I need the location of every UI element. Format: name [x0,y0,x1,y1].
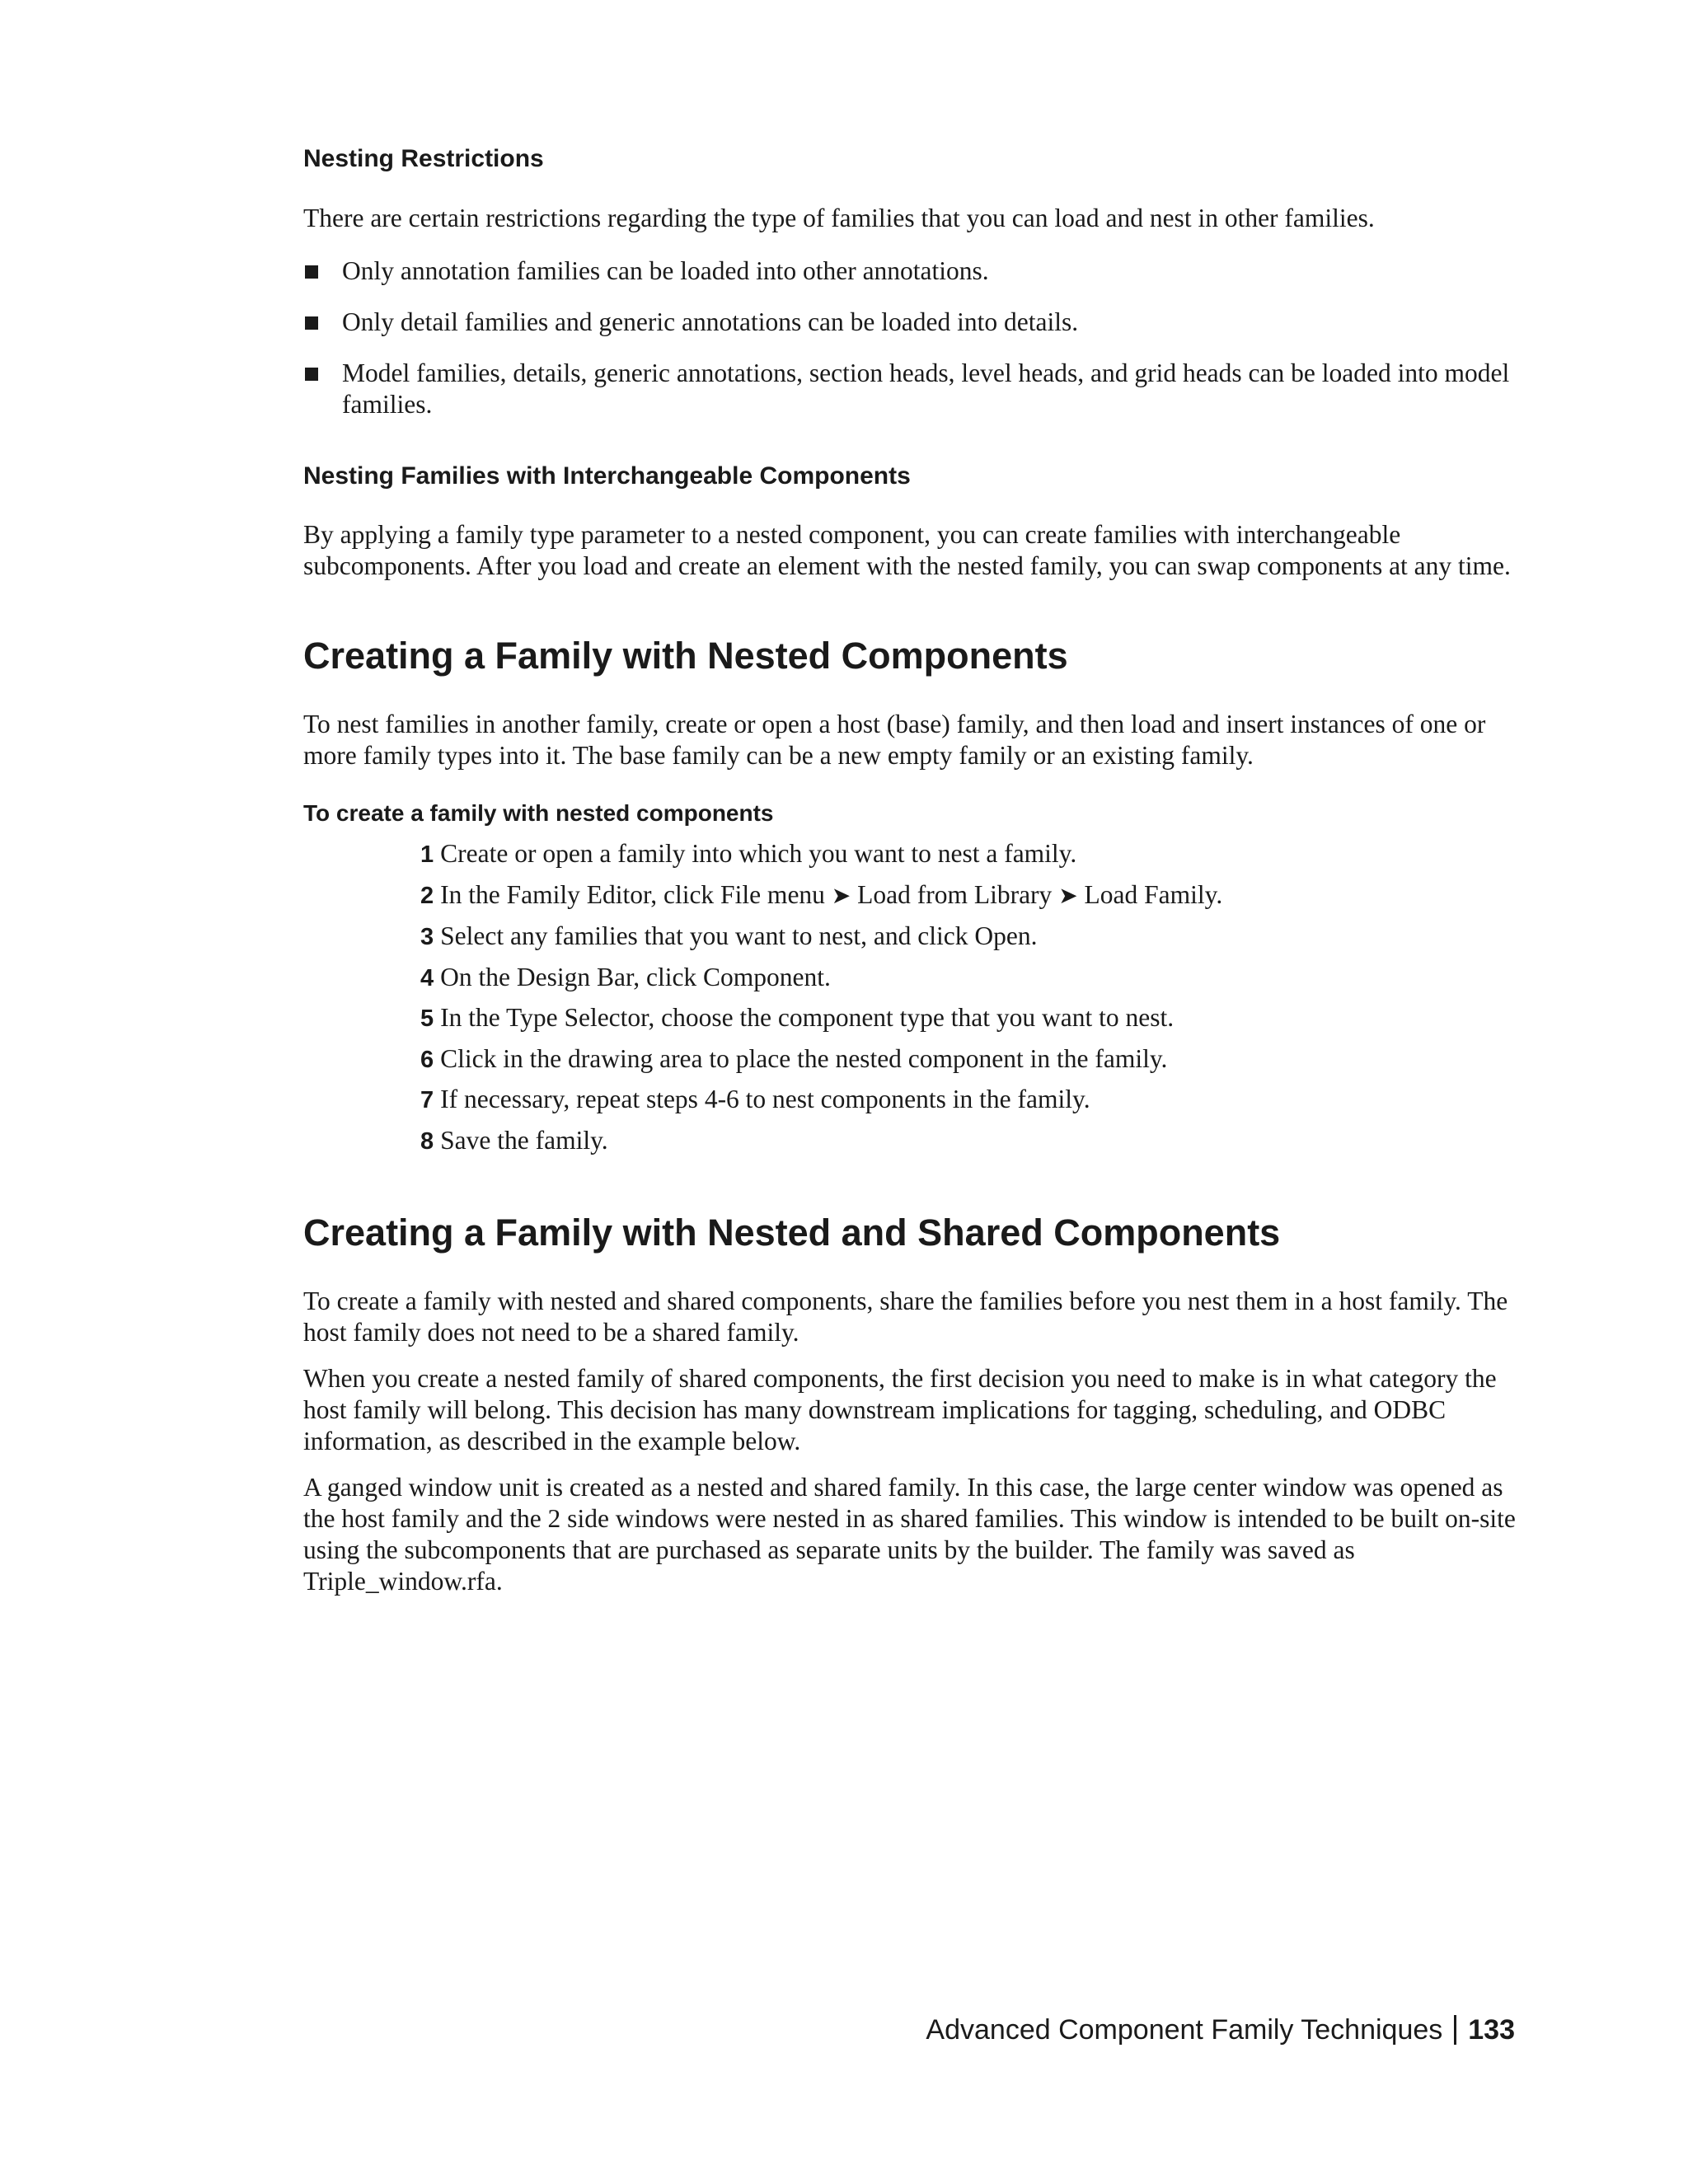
step-text: If necessary, repeat steps 4-6 to nest components in the family. [440,1085,1090,1113]
paragraph-nest-families-intro: To nest families in another family, create or open a host (base) family, and then load and insert instances of one or more family types into it. The base family can be a new empty family or an existing family. [303,710,1486,770]
step-text: Load Family. [1084,879,1223,909]
list-item-text: Only annotation families can be loaded into other annotations. [342,256,989,285]
bullet-square-icon [305,316,318,330]
step-text: In the Type Selector, choose the component type that you want to nest. [440,1003,1175,1032]
list-item [303,358,1519,420]
step-text: Select any families that you want to nest, and click Open. [440,921,1038,950]
page-content [303,140,1519,1597]
step-item [420,1121,1519,1162]
heading-nesting-families-interchangeable: Nesting Families with Interchangeable Components [303,462,911,490]
step-item [420,875,1519,917]
heading-creating-family-nested-shared: Creating a Family with Nested and Shared Components [303,1212,1281,1254]
step-number: 3 [420,924,434,950]
step-text: Create or open a family into which you want to nest a family. [440,839,1077,868]
list-item [303,255,1519,287]
step-number: 1 [420,841,434,868]
step-number: 5 [420,1005,434,1032]
step-number: 8 [420,1127,434,1155]
heading-nesting-restrictions: Nesting Restrictions [303,145,544,172]
paragraph-ganged-window-example: A ganged window unit is created as a nested and shared family. In this case, the large center window was opened as the host family and the 2 side windows were nested in as shared families. This window is intended to be built on-site using the subcomponents that are purchased as separate units by the builder. The family was saved as Triple_window.rfa. [303,1473,1516,1596]
procedure-steps [303,834,1519,1161]
bullet-square-icon [305,265,318,279]
step-item [420,1080,1519,1121]
paragraph-nested-shared-intro: To create a family with nested and shared components, share the families before you nest them in a host family. The host family does not need to be a shared family. [303,1286,1508,1347]
step-text: Load from Library [857,879,1053,909]
list-item-text: Only detail families and generic annotations can be loaded into details. [342,307,1079,336]
restrictions-list [303,255,1519,420]
footer-chapter-title: Advanced Component Family Techniques [926,2014,1443,2046]
step-text: Save the family. [440,1125,608,1155]
step-item [420,958,1519,999]
paragraph-nesting-restrictions-intro: There are certain restrictions regarding the type of families that you can load and nest in other families. [303,204,1375,232]
page-number: 133 [1468,2014,1515,2046]
bullet-square-icon [305,368,318,381]
step-text: In the Family Editor, click File menu [440,879,825,909]
paragraph-host-category-decision: When you create a nested family of shared components, the first decision you need to make is in what category the host family will belong. This decision has many downstream implications for tagging, scheduling, and ODBC information, as described in the example below. [303,1364,1497,1455]
paragraph-interchangeable-components: By applying a family type parameter to a nested component, you can create families with interchangeable subcomponents. After you load and create an element with the nested family, you can swap components at any time. [303,520,1511,580]
step-item [420,916,1519,958]
step-text: On the Design Bar, click Component. [440,962,831,991]
procedure-title: To create a family with nested components [303,800,774,826]
step-number: 7 [420,1087,434,1113]
step-item [420,1039,1519,1080]
menu-arrow-icon: ➤ [1058,883,1078,909]
page-footer [926,2013,1515,2046]
footer-divider [1454,2015,1456,2045]
step-text: Click in the drawing area to place the nested component in the family. [440,1043,1168,1073]
step-number: 2 [420,882,434,909]
heading-creating-family-nested: Creating a Family with Nested Components [303,635,1068,677]
step-item [420,998,1519,1039]
step-item [420,834,1519,875]
step-number: 6 [420,1046,434,1073]
list-item [303,307,1519,338]
menu-arrow-icon: ➤ [831,883,851,909]
list-item-text: Model families, details, generic annotations, section heads, level heads, and grid heads can be loaded into model families. [342,359,1510,419]
step-number: 4 [420,964,434,991]
